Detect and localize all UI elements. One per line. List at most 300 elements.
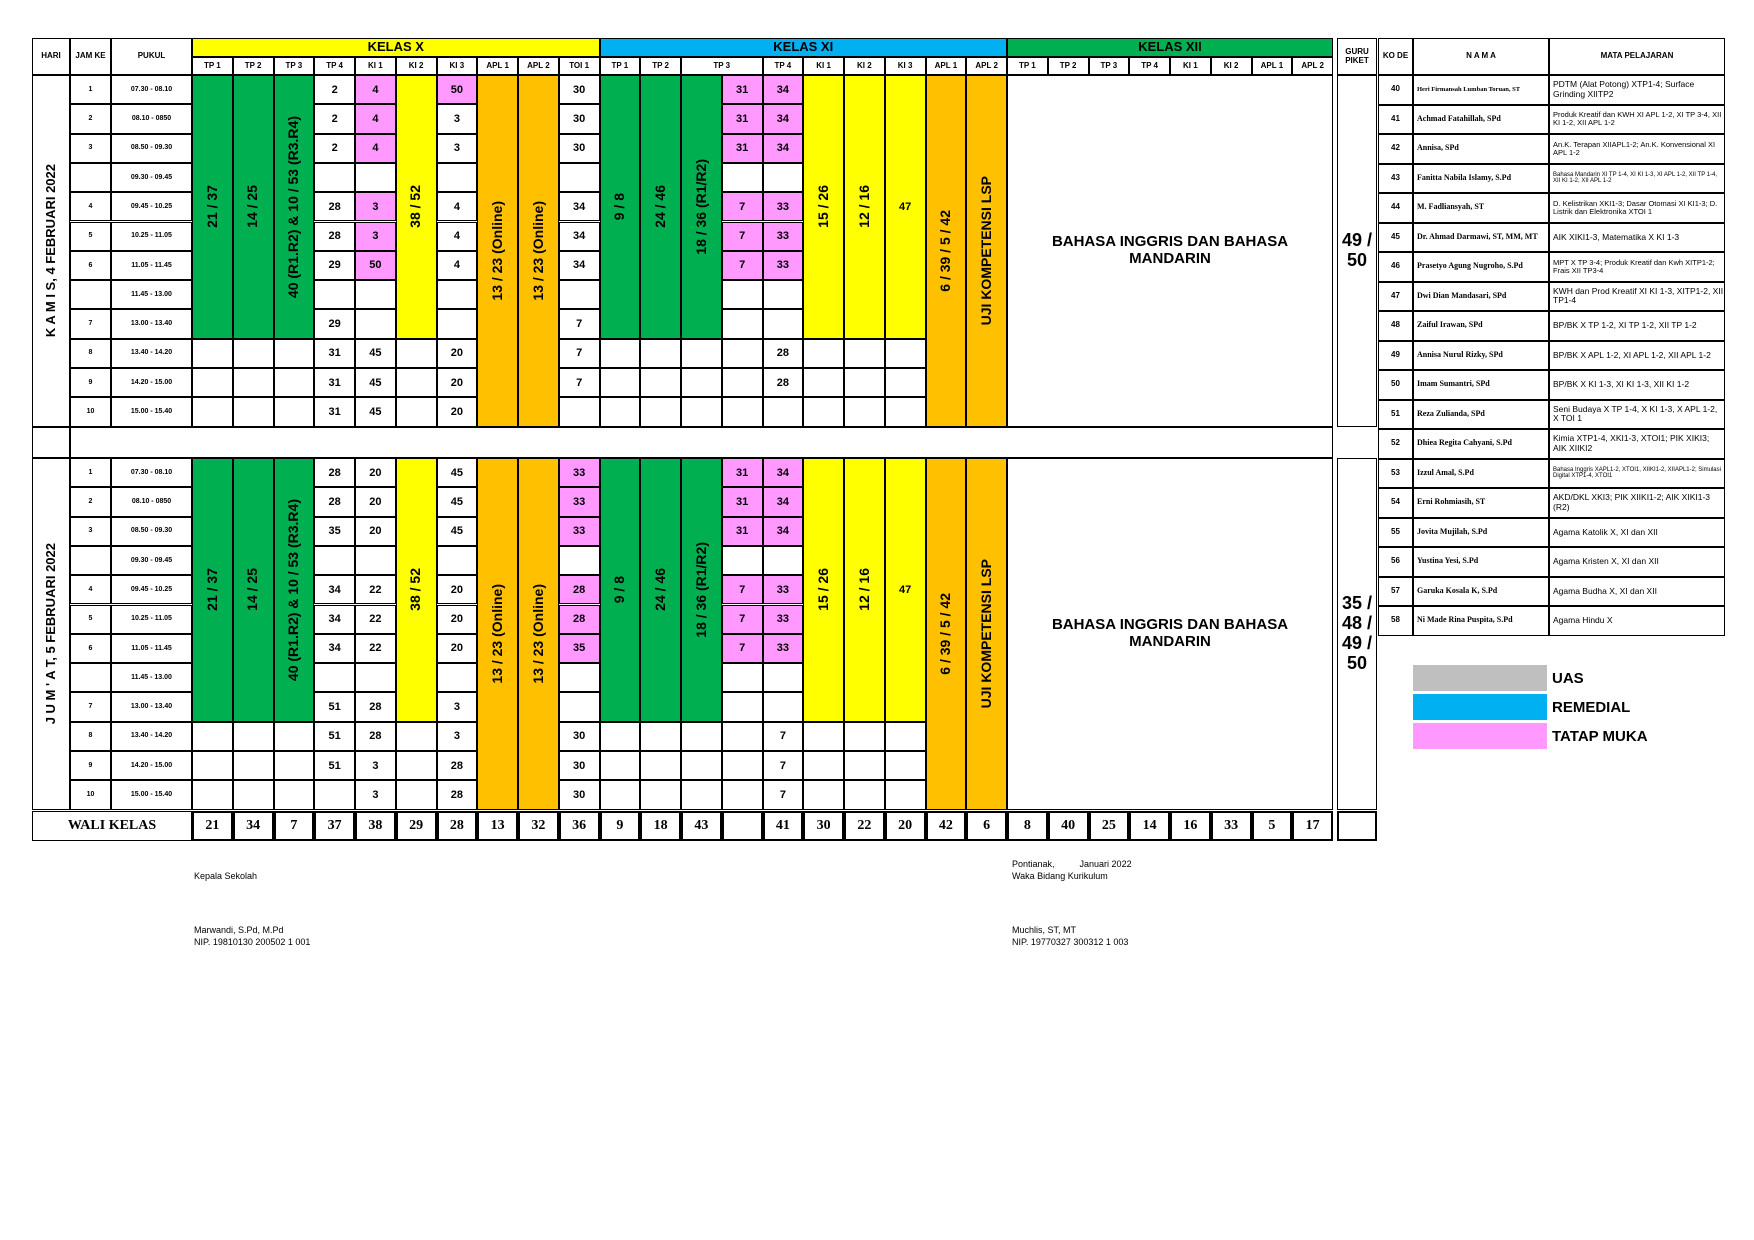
period-number: 10: [70, 397, 111, 426]
grid-cell: [233, 397, 274, 426]
x-tp4-cell: 31: [314, 368, 355, 397]
grid-cell: [640, 722, 681, 751]
legend-label: TATAP MUKA: [1552, 728, 1648, 745]
block-xii: BAHASA INGGRIS DAN BAHASA MANDARIN: [1007, 75, 1333, 427]
xi-tp3b-cell: 31: [722, 134, 763, 163]
block-xi-apl2-label: UJI KOMPETENSI LSP: [977, 176, 994, 326]
kepsek-nip: NIP. 19810130 200502 1 001: [194, 937, 311, 947]
x-ki1-cell: 3: [355, 192, 396, 221]
period-time: 14.20 - 15.00: [111, 368, 192, 397]
xi-tp3b-cell: [722, 397, 763, 426]
block-xi-tp1: [600, 458, 641, 722]
grid-cell: [681, 751, 722, 780]
block-x-tp1-label: 21 / 37: [203, 568, 220, 612]
day-label: [32, 75, 70, 427]
period-number: 9: [70, 751, 111, 780]
subheader-xii: TP 4: [1129, 57, 1170, 75]
xi-tp4-cell: [763, 663, 804, 692]
subheader-xii: APL 2: [1292, 57, 1333, 75]
teacher-kode: 47: [1378, 282, 1413, 312]
teacher-kode: 52: [1378, 429, 1413, 459]
x-tp4-cell: 28: [314, 192, 355, 221]
header-kelas-xi: KELAS XI: [600, 38, 1008, 57]
x-ki1-cell: 3: [355, 751, 396, 780]
x-ki1-cell: 28: [355, 722, 396, 751]
legend-swatch: [1413, 694, 1547, 720]
grid-cell: [233, 339, 274, 368]
wali-kelas-value: 30: [803, 811, 844, 841]
period-time: 07.30 - 08.10: [111, 458, 192, 487]
subheader-xi: KI 1: [803, 57, 844, 75]
period-number: 3: [70, 517, 111, 546]
wali-kelas-value: 43: [681, 811, 722, 841]
teacher-subject: BP/BK X TP 1-2, XI TP 1-2, XII TP 1-2: [1549, 311, 1725, 341]
x-tp4-cell: 51: [314, 692, 355, 721]
subheader-xi: TP 2: [640, 57, 681, 75]
teacher-kode: 58: [1378, 606, 1413, 636]
grid-cell: [885, 780, 926, 809]
block-xi-apl1-label: 6 / 39 / 5 / 42: [937, 592, 954, 675]
subheader-xi: TP 1: [600, 57, 641, 75]
xi-tp3b-cell: [722, 663, 763, 692]
teacher-kode: 45: [1378, 223, 1413, 253]
wali-kelas-value: [722, 811, 763, 841]
grid-cell: [681, 368, 722, 397]
xi-tp3b-cell: 7: [722, 192, 763, 221]
x-toi1-cell: 28: [559, 575, 600, 604]
period-number: 8: [70, 339, 111, 368]
x-ki3-cell: [437, 663, 478, 692]
period-number: 5: [70, 222, 111, 251]
xi-tp4-cell: [763, 546, 804, 575]
period-number: [70, 546, 111, 575]
grid-cell: [885, 368, 926, 397]
subheader-xii: TP 1: [1007, 57, 1048, 75]
xi-tp3b-cell: 31: [722, 458, 763, 487]
period-time: 09.30 - 09.45: [111, 546, 192, 575]
teacher-kode: 51: [1378, 400, 1413, 430]
x-toi1-cell: 33: [559, 517, 600, 546]
block-x-ki2-label: 38 / 52: [407, 185, 424, 229]
block-xi-tp1-label: 9 / 8: [611, 193, 628, 221]
grid-cell: [274, 722, 315, 751]
teacher-kode: 49: [1378, 341, 1413, 371]
block-x-tp2: [233, 458, 274, 722]
xi-tp3b-cell: 31: [722, 487, 763, 516]
period-number: 8: [70, 722, 111, 751]
x-ki1-cell: 45: [355, 397, 396, 426]
grid-cell: [274, 780, 315, 809]
xi-tp3b-cell: 7: [722, 634, 763, 663]
grid-cell: [885, 751, 926, 780]
x-ki3-cell: 20: [437, 397, 478, 426]
xi-tp3b-cell: 7: [722, 251, 763, 280]
x-toi1-cell: 7: [559, 368, 600, 397]
x-ki3-cell: 3: [437, 104, 478, 133]
x-tp4-cell: 34: [314, 605, 355, 634]
x-tp4-cell: [314, 280, 355, 309]
block-xi-ki2: [844, 458, 885, 722]
wali-kelas-value: 8: [1007, 811, 1048, 841]
block-x-apl1: [477, 458, 518, 810]
wali-kelas-value: [1337, 811, 1377, 841]
grid-cell: [885, 722, 926, 751]
x-toi1-cell: [559, 397, 600, 426]
period-number: 5: [70, 605, 111, 634]
grid-cell: [844, 339, 885, 368]
grid-cell: [192, 339, 233, 368]
grid-cell: [274, 368, 315, 397]
grid-cell: [681, 397, 722, 426]
subheader-xi: APL 1: [926, 57, 967, 75]
teacher-name: Achmad Fatahillah, SPd: [1413, 105, 1549, 135]
grid-cell: [600, 368, 641, 397]
wali-kelas-value: 20: [885, 811, 926, 841]
teacher-kode: 42: [1378, 134, 1413, 164]
teacher-name: M. Fadliansyah, ST: [1413, 193, 1549, 223]
day-spacer-row: [70, 427, 1333, 458]
x-toi1-cell: 30: [559, 134, 600, 163]
day-label-label: J U M ' A T, 5 FEBRUARI 2022: [42, 543, 58, 725]
block-xi-tp3-label: 18 / 36 (R1/R2): [692, 541, 709, 638]
x-ki3-cell: 20: [437, 634, 478, 663]
teacher-kode: 50: [1378, 370, 1413, 400]
block-xi-ki1-label: 15 / 26: [814, 568, 831, 612]
xi-tp3b-cell: [722, 692, 763, 721]
block-x-apl2-label: 13 / 23 (Online): [529, 584, 546, 684]
subheader-xi: APL 2: [966, 57, 1007, 75]
teacher-name: Erni Rohmiasih, ST: [1413, 488, 1549, 518]
period-time: 11.05 - 11.45: [111, 634, 192, 663]
xi-tp4-cell: 28: [763, 368, 804, 397]
x-tp4-cell: 35: [314, 517, 355, 546]
x-toi1-cell: [559, 546, 600, 575]
waka-title: Waka Bidang Kurikulum: [1012, 871, 1108, 881]
x-ki1-cell: 20: [355, 458, 396, 487]
block-x-apl1-label: 13 / 23 (Online): [488, 584, 505, 684]
x-ki3-cell: [437, 280, 478, 309]
period-time: 15.00 - 15.40: [111, 397, 192, 426]
wali-kelas-value: 34: [233, 811, 274, 841]
xi-tp4-cell: 33: [763, 222, 804, 251]
teacher-name: Garuka Kosala K, S.Pd: [1413, 577, 1549, 607]
teacher-name: Prasetyo Agung Nugroho, S.Pd: [1413, 252, 1549, 282]
teacher-name: Imam Sumantri, SPd: [1413, 370, 1549, 400]
teacher-subject: PDTM (Alat Potong) XTP1-4; Surface Grinding XIITP2: [1549, 75, 1725, 105]
block-x-ki2-label: 38 / 52: [407, 568, 424, 612]
period-time: 11.45 - 13.00: [111, 663, 192, 692]
x-ki1-cell: 20: [355, 517, 396, 546]
wali-kelas-value: 21: [192, 811, 233, 841]
wali-kelas-value: 38: [355, 811, 396, 841]
x-ki3-cell: 20: [437, 605, 478, 634]
wali-kelas-value: 17: [1292, 811, 1333, 841]
x-tp4-cell: 31: [314, 397, 355, 426]
teacher-name: Jovita Mujilah, S.Pd: [1413, 518, 1549, 548]
grid-cell: [681, 339, 722, 368]
period-time: 10.25 - 11.05: [111, 605, 192, 634]
xi-tp3b-cell: [722, 339, 763, 368]
x-ki3-cell: [437, 163, 478, 192]
x-toi1-cell: 28: [559, 605, 600, 634]
period-time: 13.00 - 13.40: [111, 309, 192, 338]
period-time: 11.45 - 13.00: [111, 280, 192, 309]
grid-cell: [600, 780, 641, 809]
teacher-subject: BP/BK X APL 1-2, XI APL 1-2, XII APL 1-2: [1549, 341, 1725, 371]
xi-tp4-cell: 7: [763, 722, 804, 751]
xi-tp4-cell: [763, 309, 804, 338]
block-x-tp1-label: 21 / 37: [203, 185, 220, 229]
period-time: 11.05 - 11.45: [111, 251, 192, 280]
period-time: 14.20 - 15.00: [111, 751, 192, 780]
teacher-subject: An.K. Terapan XIIAPL1-2; An.K. Konvensional XI APL 1-2: [1549, 134, 1725, 164]
x-toi1-cell: 33: [559, 487, 600, 516]
teacher-name: Annisa, SPd: [1413, 134, 1549, 164]
x-ki3-cell: 45: [437, 458, 478, 487]
grid-cell: [803, 397, 844, 426]
grid-cell: [233, 751, 274, 780]
x-toi1-cell: 30: [559, 104, 600, 133]
x-ki3-cell: 20: [437, 339, 478, 368]
grid-cell: [274, 397, 315, 426]
xi-tp4-cell: 33: [763, 605, 804, 634]
xi-tp3b-cell: [722, 780, 763, 809]
xi-tp4-cell: [763, 397, 804, 426]
legend-label: UAS: [1552, 670, 1584, 687]
subheader-x: KI 1: [355, 57, 396, 75]
teacher-name: Zaiful Irawan, SPd: [1413, 311, 1549, 341]
header-guru-piket: GURU PIKET: [1337, 38, 1377, 75]
period-number: 2: [70, 487, 111, 516]
legend-swatch: [1413, 665, 1547, 691]
wali-kelas-value: 33: [1211, 811, 1252, 841]
teacher-name: Reza Zulianda, SPd: [1413, 400, 1549, 430]
teacher-header-kode: KO DE: [1378, 38, 1413, 75]
legend-label: REMEDIAL: [1552, 699, 1631, 716]
x-ki1-cell: [355, 280, 396, 309]
grid-cell: [600, 339, 641, 368]
wali-kelas-value: 5: [1252, 811, 1293, 841]
x-toi1-cell: 30: [559, 751, 600, 780]
xi-tp4-cell: 33: [763, 192, 804, 221]
teacher-header-mapel: MATA PELAJARAN: [1549, 38, 1725, 75]
teacher-name: Yustina Yesi, S.Pd: [1413, 547, 1549, 577]
subheader-xi: KI 2: [844, 57, 885, 75]
block-x-tp3-label: 40 (R1.R2) & 10 / 53 (R3.R4): [285, 498, 302, 681]
block-x-tp3: [274, 75, 315, 339]
x-tp4-cell: 34: [314, 634, 355, 663]
period-number: 6: [70, 251, 111, 280]
period-number: 4: [70, 575, 111, 604]
x-ki3-cell: 3: [437, 692, 478, 721]
period-number: [70, 163, 111, 192]
x-ki1-cell: 22: [355, 634, 396, 663]
x-toi1-cell: [559, 692, 600, 721]
xi-tp4-cell: 33: [763, 634, 804, 663]
header-pukul: PUKUL: [111, 38, 192, 75]
block-xi-apl1-label: 6 / 39 / 5 / 42: [937, 209, 954, 292]
x-ki1-cell: 4: [355, 134, 396, 163]
block-xi-tp3: [681, 75, 722, 339]
xi-tp4-cell: 34: [763, 134, 804, 163]
day-label: [32, 458, 70, 810]
block-xi-apl1: [926, 458, 967, 810]
legend-swatch: [1413, 723, 1547, 749]
subheader-xii: TP 3: [1089, 57, 1130, 75]
block-xi-ki2-label: 12 / 16: [855, 185, 872, 229]
teacher-name: Dwi Dian Mandasari, SPd: [1413, 282, 1549, 312]
xi-tp4-cell: 34: [763, 75, 804, 104]
x-tp4-cell: 34: [314, 575, 355, 604]
period-time: 13.40 - 14.20: [111, 339, 192, 368]
grid-cell: [396, 722, 437, 751]
subheader-x: APL 2: [518, 57, 559, 75]
period-time: 13.40 - 14.20: [111, 722, 192, 751]
xi-tp3b-cell: [722, 368, 763, 397]
x-ki1-cell: 45: [355, 339, 396, 368]
subheader-xi: TP 3: [681, 57, 763, 75]
block-x-tp2: [233, 75, 274, 339]
block-x-apl1-label: 13 / 23 (Online): [488, 201, 505, 301]
grid-cell: [844, 780, 885, 809]
teacher-kode: 53: [1378, 459, 1413, 489]
grid-cell: [233, 368, 274, 397]
block-xi-tp3: [681, 458, 722, 722]
x-toi1-cell: 34: [559, 192, 600, 221]
subheader-xii: KI 2: [1211, 57, 1252, 75]
period-time: 08.50 - 09.30: [111, 134, 192, 163]
period-time: 08.10 - 0850: [111, 104, 192, 133]
x-ki1-cell: 4: [355, 75, 396, 104]
x-ki3-cell: 50: [437, 75, 478, 104]
x-tp4-cell: 2: [314, 104, 355, 133]
block-xi-tp3-label: 18 / 36 (R1/R2): [692, 158, 709, 255]
x-ki1-cell: 28: [355, 692, 396, 721]
header-kelas-xii: KELAS XII: [1007, 38, 1333, 57]
subheader-x: TP 3: [274, 57, 315, 75]
xi-tp4-cell: [763, 163, 804, 192]
period-time: 10.25 - 11.05: [111, 222, 192, 251]
x-ki3-cell: 45: [437, 517, 478, 546]
grid-cell: [233, 780, 274, 809]
block-x-tp2-label: 14 / 25: [244, 568, 261, 612]
x-tp4-cell: 31: [314, 339, 355, 368]
wali-kelas-value: 42: [926, 811, 967, 841]
teacher-subject: MPT X TP 3-4; Produk Kreatif dan Kwh XITP1-2; Frais XII TP3-4: [1549, 252, 1725, 282]
subheader-xii: KI 1: [1170, 57, 1211, 75]
grid-cell: [844, 722, 885, 751]
block-x-tp1: [192, 75, 233, 339]
period-time: 09.30 - 09.45: [111, 163, 192, 192]
wali-kelas-value: 13: [477, 811, 518, 841]
x-tp4-cell: 28: [314, 458, 355, 487]
grid-cell: [885, 397, 926, 426]
block-x-apl2: [518, 75, 559, 427]
x-ki3-cell: 3: [437, 722, 478, 751]
x-ki3-cell: [437, 309, 478, 338]
teacher-subject: Agama Budha X, XI dan XII: [1549, 577, 1725, 607]
block-x-ki2: [396, 458, 437, 722]
block-xi-ki1-label: 15 / 26: [814, 185, 831, 229]
block-x-tp1: [192, 458, 233, 722]
period-number: 2: [70, 104, 111, 133]
grid-cell: [640, 368, 681, 397]
grid-cell: [192, 368, 233, 397]
teacher-name: Izzul Amal, S.Pd: [1413, 459, 1549, 489]
x-ki1-cell: 50: [355, 251, 396, 280]
xi-tp3b-cell: [722, 722, 763, 751]
x-toi1-cell: [559, 280, 600, 309]
teacher-kode: 43: [1378, 164, 1413, 194]
grid-cell: [844, 368, 885, 397]
wali-kelas-value: 40: [1048, 811, 1089, 841]
block-xi-apl2: [966, 458, 1007, 810]
x-ki3-cell: 20: [437, 575, 478, 604]
x-tp4-cell: [314, 546, 355, 575]
xi-tp4-cell: 34: [763, 517, 804, 546]
subheader-x: TP 2: [233, 57, 274, 75]
xi-tp4-cell: 34: [763, 487, 804, 516]
grid-cell: [803, 722, 844, 751]
grid-cell: [192, 722, 233, 751]
period-time: 07.30 - 08.10: [111, 75, 192, 104]
wali-kelas-value: 36: [559, 811, 600, 841]
teacher-name: Ni Made Rina Puspita, S.Pd: [1413, 606, 1549, 636]
teacher-subject: Agama Katolik X, XI dan XII: [1549, 518, 1725, 548]
xi-tp3b-cell: 7: [722, 575, 763, 604]
grid-cell: [192, 780, 233, 809]
xi-tp3b-cell: 31: [722, 517, 763, 546]
x-toi1-cell: 30: [559, 722, 600, 751]
wali-kelas-value: 7: [274, 811, 315, 841]
x-toi1-cell: 34: [559, 222, 600, 251]
teacher-kode: 55: [1378, 518, 1413, 548]
subheader-x: KI 2: [396, 57, 437, 75]
teacher-subject: Bahasa Inggris XAPL1-2, XTOI1, XIIKI1-2, XIIAPL1-2; Simulasi Digital XTP1-4, XTOI1: [1549, 459, 1725, 489]
teacher-name: Dhiea Regita Cahyani, S.Pd: [1413, 429, 1549, 459]
teacher-kode: 44: [1378, 193, 1413, 223]
x-ki1-cell: [355, 309, 396, 338]
subheader-xii: TP 2: [1048, 57, 1089, 75]
header-kelas-x: KELAS X: [192, 38, 600, 57]
period-number: 1: [70, 75, 111, 104]
period-number: 7: [70, 309, 111, 338]
grid-cell: [600, 751, 641, 780]
xi-tp4-cell: 34: [763, 458, 804, 487]
teacher-name: Dr. Ahmad Darmawi, ST, MM, MT: [1413, 223, 1549, 253]
x-tp4-cell: 29: [314, 309, 355, 338]
wali-kelas-value: 22: [844, 811, 885, 841]
xi-tp4-cell: 28: [763, 339, 804, 368]
wali-kelas-value: 37: [314, 811, 355, 841]
grid-cell: [885, 339, 926, 368]
period-time: 15.00 - 15.40: [111, 780, 192, 809]
block-x-tp3: [274, 458, 315, 722]
teacher-kode: 57: [1378, 577, 1413, 607]
teacher-subject: D. Kelistrikan XKI1-3; Dasar Otomasi XI KI1-3; D. Listrik dan Elektronika XTOI 1: [1549, 193, 1725, 223]
xi-tp4-cell: 33: [763, 575, 804, 604]
xi-tp4-cell: 34: [763, 104, 804, 133]
grid-cell: [640, 397, 681, 426]
period-number: 6: [70, 634, 111, 663]
period-number: 9: [70, 368, 111, 397]
xi-tp3b-cell: 31: [722, 104, 763, 133]
x-ki3-cell: 45: [437, 487, 478, 516]
block-x-tp3-label: 40 (R1.R2) & 10 / 53 (R3.R4): [285, 115, 302, 298]
grid-cell: [844, 751, 885, 780]
xi-tp4-cell: 7: [763, 751, 804, 780]
grid-cell: [803, 780, 844, 809]
